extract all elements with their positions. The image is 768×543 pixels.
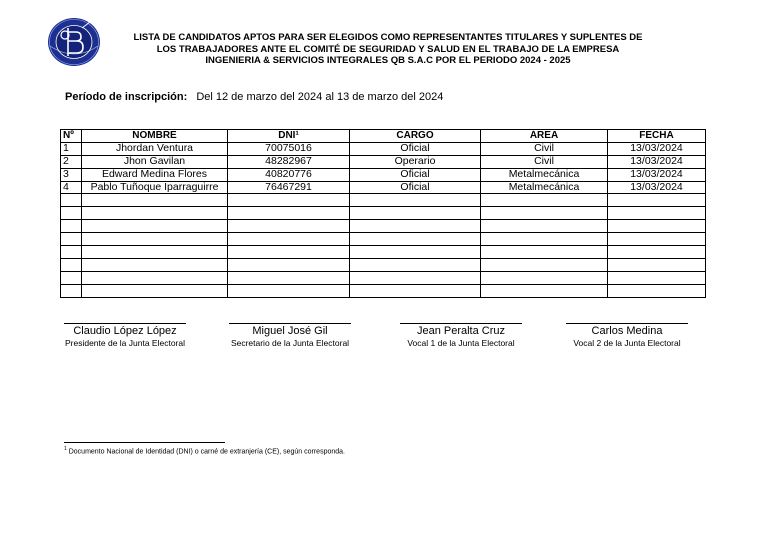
title-line-3: INGENIERIA & SERVICIOS INTEGRALES QB S.A.C POR EL PERIODO 2024 - 2025 — [205, 55, 571, 66]
footnote-text: Documento Nacional de Identidad (DNI) o carné de extranjería (CE), según corresponda. — [66, 448, 345, 456]
table-row — [61, 220, 706, 233]
cell-name — [82, 233, 228, 246]
cell-date: 13/03/2024 — [608, 155, 706, 168]
cell-area — [481, 194, 608, 207]
cell-number — [61, 258, 82, 271]
cell-position — [350, 207, 481, 220]
title-line-2: LOS TRABAJADORES ANTE EL COMITÉ DE SEGURIDAD Y SALUD EN EL TRABAJO DE LA EMPRESA — [156, 43, 620, 55]
cell-date — [608, 284, 706, 297]
cell-date: 13/03/2024 — [608, 142, 706, 155]
table-row — [61, 142, 706, 155]
cell-position: Operario — [350, 155, 481, 168]
cell-area — [481, 271, 608, 284]
cell-date — [608, 220, 706, 233]
signatory-role: Vocal 2 de la Junta Electoral — [573, 338, 681, 348]
cell-number — [61, 207, 82, 220]
cell-area — [481, 246, 608, 259]
cell-number: 4 — [61, 181, 82, 194]
cell-position — [350, 220, 481, 233]
table-row — [61, 168, 706, 181]
cell-position — [350, 246, 481, 259]
table-row — [61, 284, 706, 297]
signatory-name: Claudio López López — [73, 325, 177, 337]
col-header-name: NOMBRE — [82, 130, 228, 143]
cell-dni — [228, 284, 350, 297]
signatory-name: Carlos Medina — [591, 325, 663, 337]
signatory-role: Secretario de la Junta Electoral — [230, 338, 350, 348]
cell-position — [350, 258, 481, 271]
cell-area — [481, 258, 608, 271]
cell-dni: 70075016 — [228, 142, 350, 155]
period-value: Del 12 de marzo del 2024 al 13 de marzo del 2024 — [196, 91, 444, 103]
cell-position — [350, 194, 481, 207]
cell-date — [608, 271, 706, 284]
table-row — [61, 155, 706, 168]
table-row — [61, 194, 706, 207]
cell-date — [608, 194, 706, 207]
cell-name: Edward Medina Flores — [82, 168, 228, 181]
cell-name: Pablo Tuñoque Iparraguirre — [82, 181, 228, 194]
cell-number: 1 — [61, 142, 82, 155]
col-header-position: CARGO — [350, 130, 481, 143]
footnote — [64, 446, 345, 455]
table-header-row — [61, 130, 706, 143]
cell-number: 2 — [61, 155, 82, 168]
table-row — [61, 246, 706, 259]
cell-dni — [228, 233, 350, 246]
cell-area — [481, 284, 608, 297]
cell-position — [350, 284, 481, 297]
col-header-area: ÁREA — [481, 130, 608, 143]
period-label: Período de inscripción: — [65, 91, 188, 103]
col-header-number: Nº — [61, 130, 82, 143]
cell-position: Oficial — [350, 168, 481, 181]
cell-date — [608, 258, 706, 271]
signature-line — [566, 323, 688, 324]
signatory-name: Miguel José Gil — [252, 325, 328, 337]
company-seal-logo — [46, 16, 102, 68]
candidates-table — [60, 129, 706, 298]
signature-vocal-2 — [556, 323, 698, 348]
cell-dni — [228, 194, 350, 207]
cell-dni — [228, 271, 350, 284]
cell-position — [350, 271, 481, 284]
cell-name: Jhordan Ventura — [82, 142, 228, 155]
cell-dni: 76467291 — [228, 181, 350, 194]
registration-period — [65, 91, 443, 103]
cell-name: Jhon Gavilan — [82, 155, 228, 168]
cell-name — [82, 220, 228, 233]
cell-area — [481, 207, 608, 220]
table-row — [61, 181, 706, 194]
signature-secretary — [219, 323, 361, 348]
signature-line — [64, 323, 186, 324]
cell-date: 13/03/2024 — [608, 181, 706, 194]
title-line-1: LISTA DE CANDIDATOS APTOS PARA SER ELEGIDOS COMO REPRESENTANTES TITULARES Y SUPLENTES DE — [133, 32, 643, 43]
footnote-mark: 1 — [64, 446, 67, 452]
cell-date — [608, 246, 706, 259]
col-header-dni: DNI¹ — [228, 130, 350, 143]
signatory-role: Vocal 1 de la Junta Electoral — [407, 338, 515, 348]
cell-name — [82, 194, 228, 207]
cell-name — [82, 284, 228, 297]
cell-dni: 48282967 — [228, 155, 350, 168]
table-row — [61, 207, 706, 220]
cell-name — [82, 246, 228, 259]
cell-position: Oficial — [350, 142, 481, 155]
col-header-date: FECHA — [608, 130, 706, 143]
signatory-name: Jean Peralta Cruz — [416, 325, 506, 337]
signature-vocal-1 — [390, 323, 532, 348]
cell-number — [61, 246, 82, 259]
cell-dni — [228, 220, 350, 233]
document-title — [108, 32, 668, 67]
cell-area: Civil — [481, 155, 608, 168]
cell-dni — [228, 258, 350, 271]
cell-number — [61, 194, 82, 207]
footnote-separator — [64, 442, 225, 443]
table-row — [61, 271, 706, 284]
cell-number — [61, 271, 82, 284]
signatures-block — [0, 323, 768, 363]
cell-area — [481, 220, 608, 233]
cell-position: Oficial — [350, 181, 481, 194]
cell-position — [350, 233, 481, 246]
cell-area: Metalmecánica — [481, 181, 608, 194]
cell-date — [608, 233, 706, 246]
table-row — [61, 233, 706, 246]
cell-name — [82, 271, 228, 284]
table-row — [61, 258, 706, 271]
cell-number: 3 — [61, 168, 82, 181]
signature-line — [229, 323, 351, 324]
cell-area: Metalmecánica — [481, 168, 608, 181]
cell-dni: 40820776 — [228, 168, 350, 181]
cell-number — [61, 220, 82, 233]
cell-area: Civil — [481, 142, 608, 155]
cell-name — [82, 207, 228, 220]
cell-area — [481, 233, 608, 246]
cell-name — [82, 258, 228, 271]
cell-date: 13/03/2024 — [608, 168, 706, 181]
cell-dni — [228, 207, 350, 220]
cell-dni — [228, 246, 350, 259]
signature-line — [400, 323, 522, 324]
cell-number — [61, 284, 82, 297]
signatory-role: Presidente de la Junta Electoral — [64, 338, 186, 348]
signature-president — [64, 323, 186, 348]
cell-number — [61, 233, 82, 246]
cell-date — [608, 207, 706, 220]
